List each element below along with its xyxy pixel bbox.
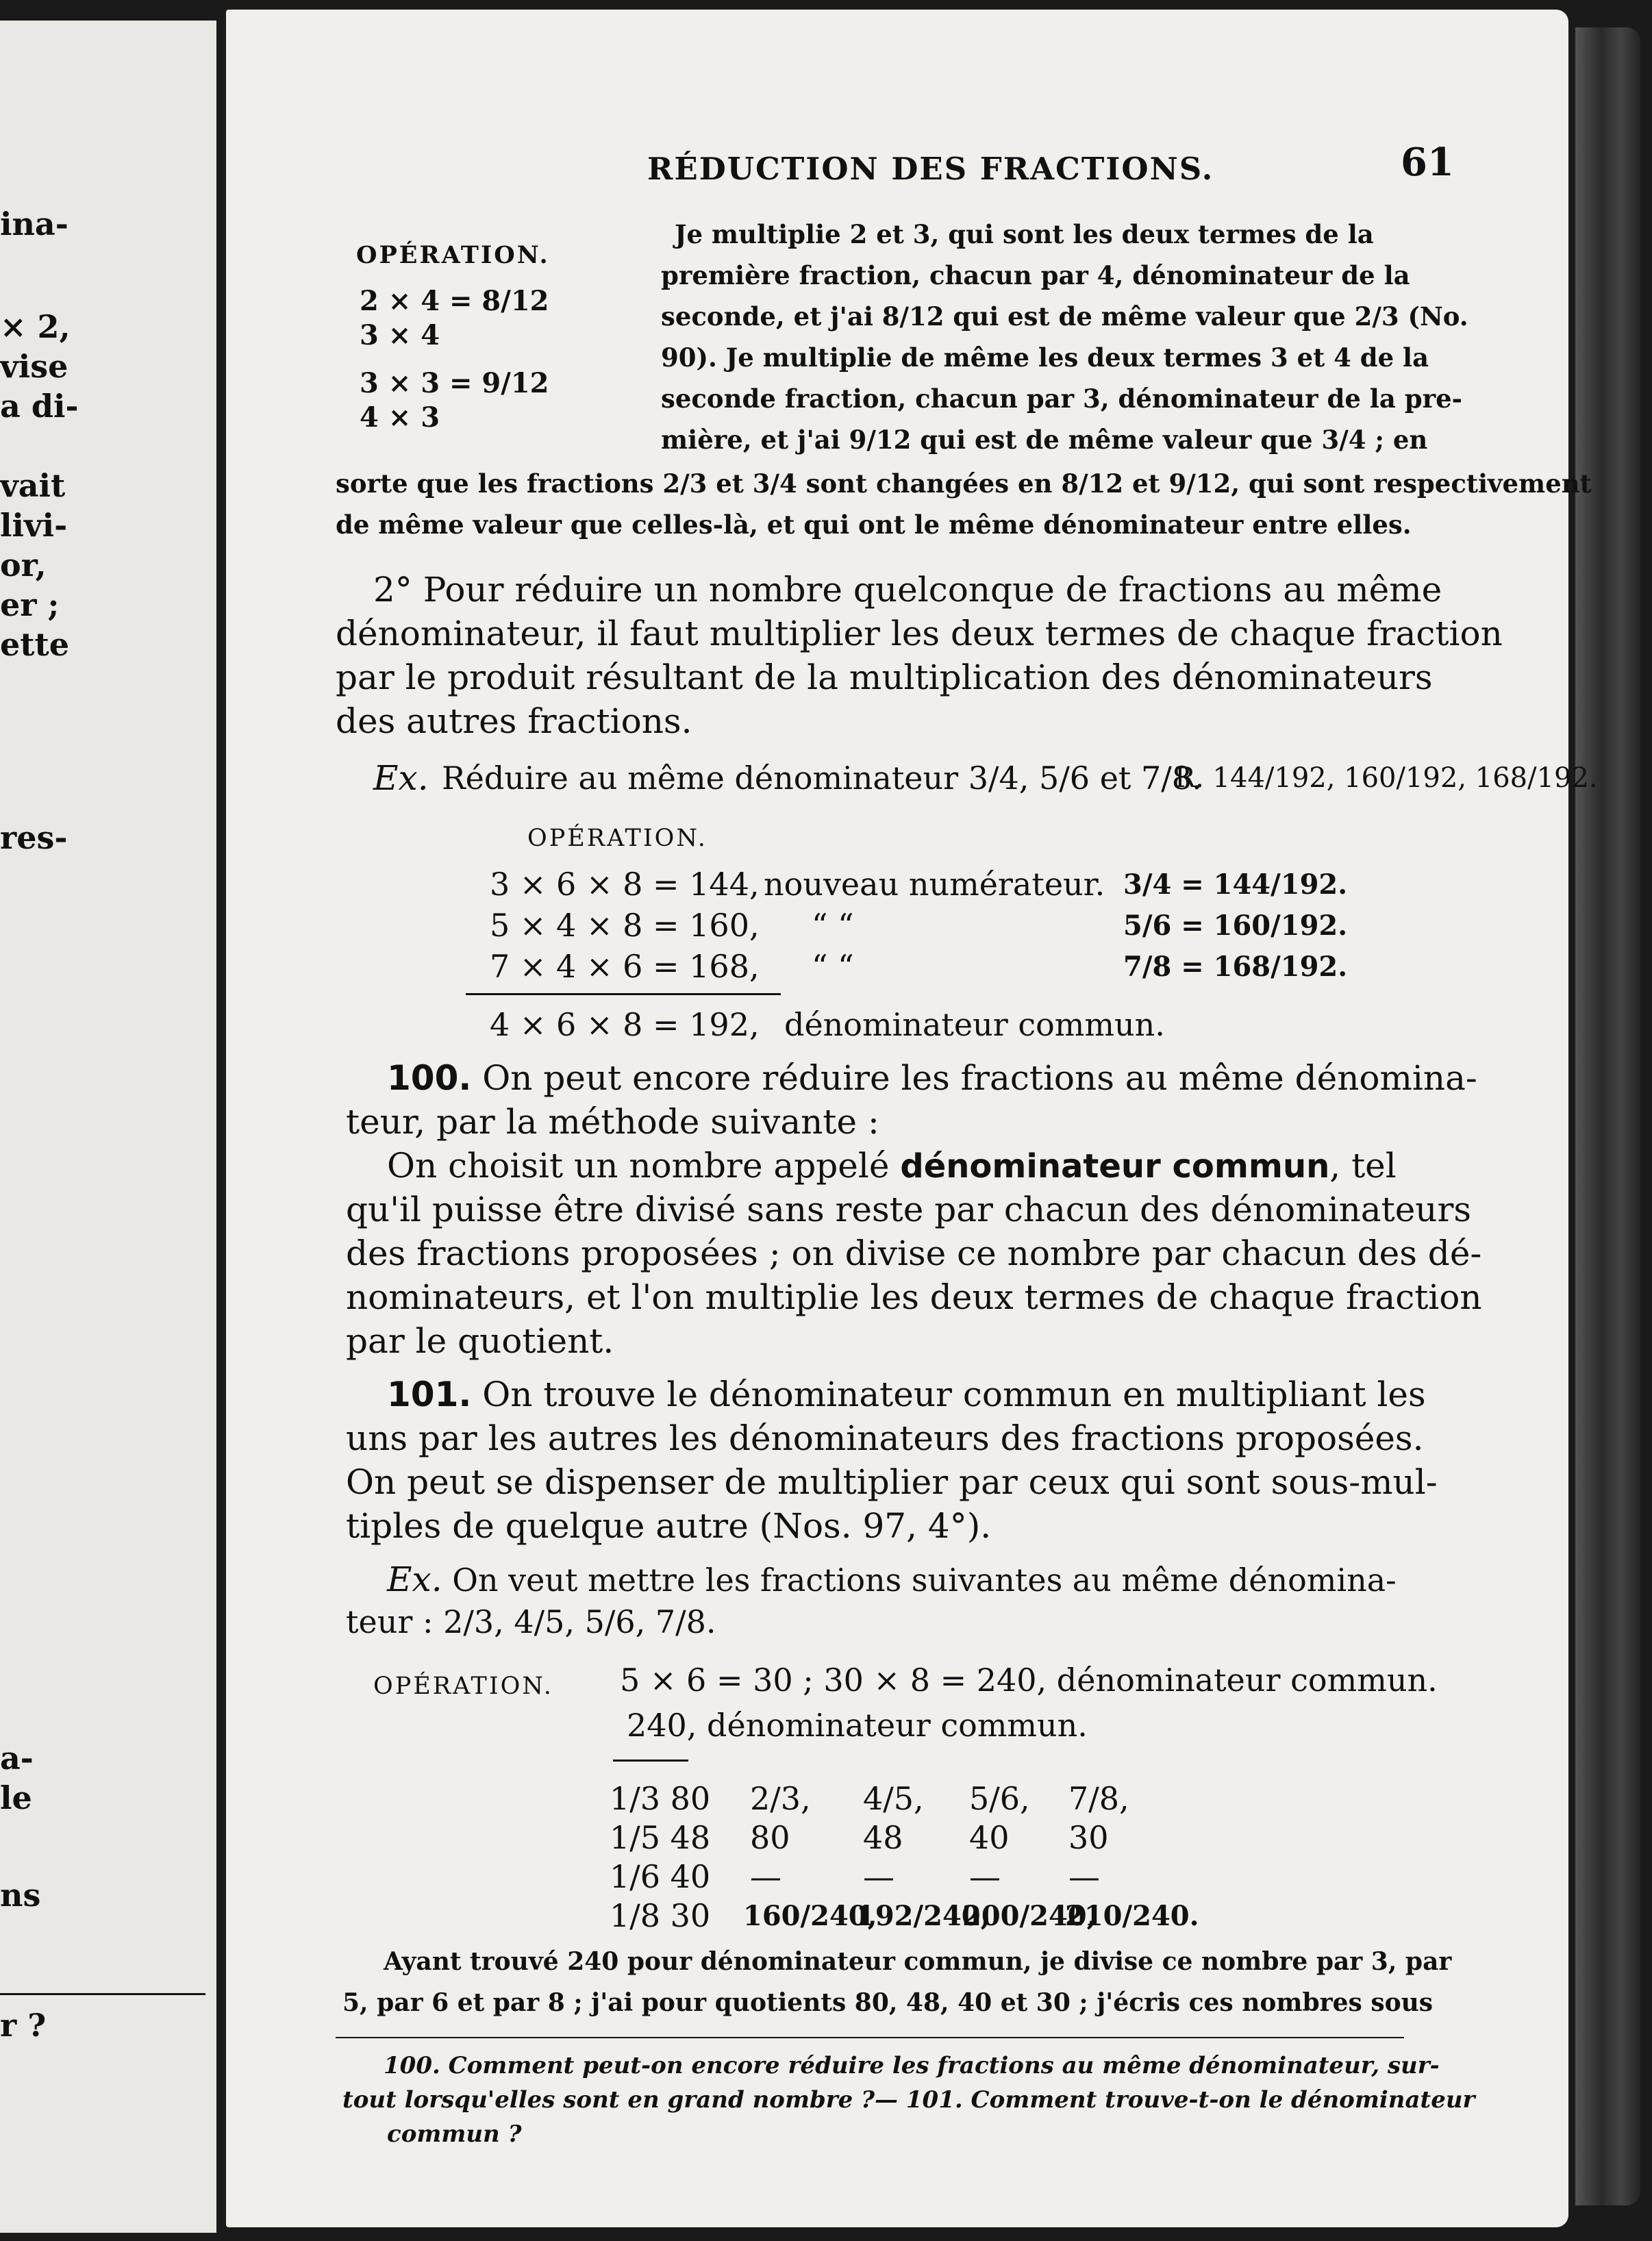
paragraph-101 [387, 1373, 1426, 1416]
left-fragment: a- [0, 1740, 34, 1777]
page-number: 61 [1401, 140, 1454, 185]
operation-line: 240, dénominateur commun. [627, 1707, 1088, 1744]
paragraph-line: nominateurs, et l'on multiplie les deux termes de chaque fraction [346, 1277, 1482, 1317]
paragraph-line: uns par les autres les dénominateurs des fractions proposées. [346, 1418, 1424, 1458]
multiplier-cell: 48 [863, 1819, 903, 1856]
operation-label: OPÉRATION. [356, 241, 550, 269]
paragraph-line: par le quotient. [346, 1321, 614, 1361]
quotient-cell: 1/5 48 [610, 1819, 711, 1856]
result-cell: 160/240, [743, 1900, 877, 1932]
footnote-line: commun ? [387, 2120, 522, 2148]
dash-cell: — [863, 1858, 894, 1895]
book-page [226, 10, 1598, 2227]
operation-line: 2 × 4 = 8/12 [360, 285, 549, 317]
example-answer: R. 144/192, 160/192, 168/192. [1175, 762, 1598, 794]
paragraph-line: qu'il puisse être divisé sans reste par chacun des dénominateurs [346, 1190, 1472, 1229]
closing-line: 5, par 6 et par 8 ; j'ai pour quotients 80, 48, 40 et 30 ; j'écris ces nombres sous [342, 1988, 1434, 2017]
calc-total-note: dénominateur commun. [784, 1006, 1165, 1043]
operation-text-line: seconde fraction, chacun par 3, dénominateur de la pre- [661, 384, 1462, 414]
left-fragment: er ; [0, 586, 60, 623]
paragraph-text: On trouve le dénominateur commun en multipliant les [471, 1375, 1426, 1414]
calc-note: “ “ [812, 948, 854, 985]
operation-text-line: 90). Je multiplie de même les deux termes 3 et 4 de la [661, 342, 1429, 373]
dash-cell: — [969, 1858, 1001, 1895]
left-fragment: a di- [0, 388, 79, 425]
dash-cell: — [1068, 1858, 1100, 1895]
operation-text-line: seconde, et j'ai 8/12 qui est de même valeur que 2/3 (No. [661, 301, 1468, 331]
result-cell: 200/240, [962, 1900, 1097, 1932]
multiplier-cell: 40 [969, 1819, 1010, 1856]
calc-note: nouveau numérateur. [764, 866, 1105, 903]
fraction-cell: 4/5, [863, 1780, 924, 1817]
fraction-cell: 7/8, [1068, 1780, 1129, 1817]
paragraph-line [387, 1144, 1397, 1188]
rule-line: dénominateur, il faut multiplier les deux termes de chaque fraction [336, 614, 1503, 653]
operation-line: 3 × 4 [360, 319, 440, 351]
rule-line: 2° Pour réduire un nombre quelconque de fractions au même [373, 570, 1442, 610]
calc-fraction: 7/8 = 168/192. [1123, 951, 1348, 983]
quotient-cell: 1/3 80 [610, 1780, 711, 1817]
operation-text-line: mière, et j'ai 9/12 qui est de même valeur que 3/4 ; en [661, 425, 1428, 455]
example-text: On veut mettre les fractions suivantes au même dénomina- [442, 1562, 1397, 1599]
paragraph-text: , tel [1329, 1146, 1397, 1186]
footnote-line: 100. Comment peut-on encore réduire les fractions au même dénominateur, sur- [384, 2052, 1440, 2079]
operation-line: 4 × 3 [360, 401, 440, 434]
paragraph-number: 101. [387, 1375, 472, 1414]
rule-line: des autres fractions. [336, 701, 692, 741]
closing-line: Ayant trouvé 240 pour dénominateur commun, je divise ce nombre par 3, par [384, 1947, 1452, 1976]
example-label: Ex. [387, 1560, 442, 1599]
left-footnote-rule [0, 1993, 205, 1995]
operation-text-line: de même valeur que celles-là, et qui ont le même dénominateur entre elles. [336, 510, 1412, 540]
example-line: teur : 2/3, 4/5, 5/6, 7/8. [346, 1603, 716, 1640]
sum-rule [466, 993, 781, 995]
result-cell: 210/240. [1065, 1900, 1199, 1932]
operation-line: 3 × 3 = 9/12 [360, 367, 549, 399]
left-fragment: vait [0, 467, 66, 504]
left-fragment: livi- [0, 507, 68, 544]
calc-fraction: 5/6 = 160/192. [1123, 910, 1348, 942]
left-fragment: ns [0, 1877, 41, 1914]
fraction-cell: 5/6, [969, 1780, 1030, 1817]
left-fragment: ina- [0, 205, 68, 242]
dash-cell: — [750, 1858, 781, 1895]
operation-text-line: première fraction, chacun par 4, dénominateur de la [661, 260, 1410, 290]
example-label: Ex. [373, 758, 429, 798]
calc-total: 4 × 6 × 8 = 192, [490, 1006, 760, 1043]
fraction-cell: 2/3, [750, 1780, 811, 1817]
paragraph-text: On choisit un nombre appelé [387, 1146, 901, 1186]
result-cell: 192/240, [856, 1900, 990, 1932]
left-fragment: or, [0, 547, 47, 584]
paragraph-line: tiples de quelque autre (Nos. 97, 4°). [346, 1506, 992, 1546]
left-fragment: le [0, 1779, 32, 1816]
quotient-cell: 1/8 30 [610, 1897, 711, 1934]
paragraph-line: On peut se dispenser de multiplier par ceux qui sont sous-mul- [346, 1462, 1438, 1502]
running-title: RÉDUCTION DES FRACTIONS. [647, 151, 1214, 187]
book-spine [1575, 27, 1640, 2205]
paragraph-number: 100. [387, 1058, 472, 1098]
calc-note: “ “ [812, 907, 854, 944]
division-rule [613, 1760, 688, 1762]
left-fragment: r ? [0, 2007, 47, 2044]
left-fragment: vise [0, 348, 68, 385]
rule-line: par le produit résultant de la multiplication des dénominateurs [336, 658, 1433, 697]
calc: 3 × 6 × 8 = 144, [490, 866, 760, 903]
key-term: dénominateur commun [900, 1147, 1330, 1186]
paragraph-line: des fractions proposées ; on divise ce nombre par chacun des dé- [346, 1234, 1482, 1273]
operation-line: 5 × 6 = 30 ; 30 × 8 = 240, dénominateur commun. [620, 1662, 1438, 1699]
example-line [387, 1557, 1397, 1602]
operation-text-line: Je multiplie 2 et 3, qui sont les deux termes de la [675, 219, 1374, 249]
paragraph-100 [387, 1056, 1477, 1100]
previous-page-edge [0, 21, 216, 2233]
operation-label: OPÉRATION. [373, 1673, 553, 1700]
multiplier-cell: 30 [1068, 1819, 1109, 1856]
multiplier-cell: 80 [750, 1819, 790, 1856]
calc: 7 × 4 × 6 = 168, [490, 948, 760, 985]
operation-text-line: sorte que les fractions 2/3 et 3/4 sont changées en 8/12 et 9/12, qui sont respectivement [336, 468, 1592, 499]
example-text: Réduire au même dénominateur 3/4, 5/6 et 7/8. [442, 760, 1202, 797]
calc: 5 × 4 × 8 = 160, [490, 907, 760, 944]
footnote-line: tout lorsqu'elles sont en grand nombre ?— 101. Comment trouve-t-on le dénominateur [342, 2086, 1475, 2114]
left-fragment: × 2, [0, 308, 71, 345]
paragraph-text: On peut encore réduire les fractions au même dénomina- [471, 1058, 1477, 1098]
left-fragment: res- [0, 819, 68, 856]
calc-fraction: 3/4 = 144/192. [1123, 868, 1348, 901]
quotient-cell: 1/6 40 [610, 1858, 711, 1895]
footnote-rule [336, 2037, 1404, 2038]
operation-label: OPÉRATION. [527, 825, 708, 852]
paragraph-line: teur, par la méthode suivante : [346, 1102, 879, 1142]
left-fragment: ette [0, 626, 70, 663]
